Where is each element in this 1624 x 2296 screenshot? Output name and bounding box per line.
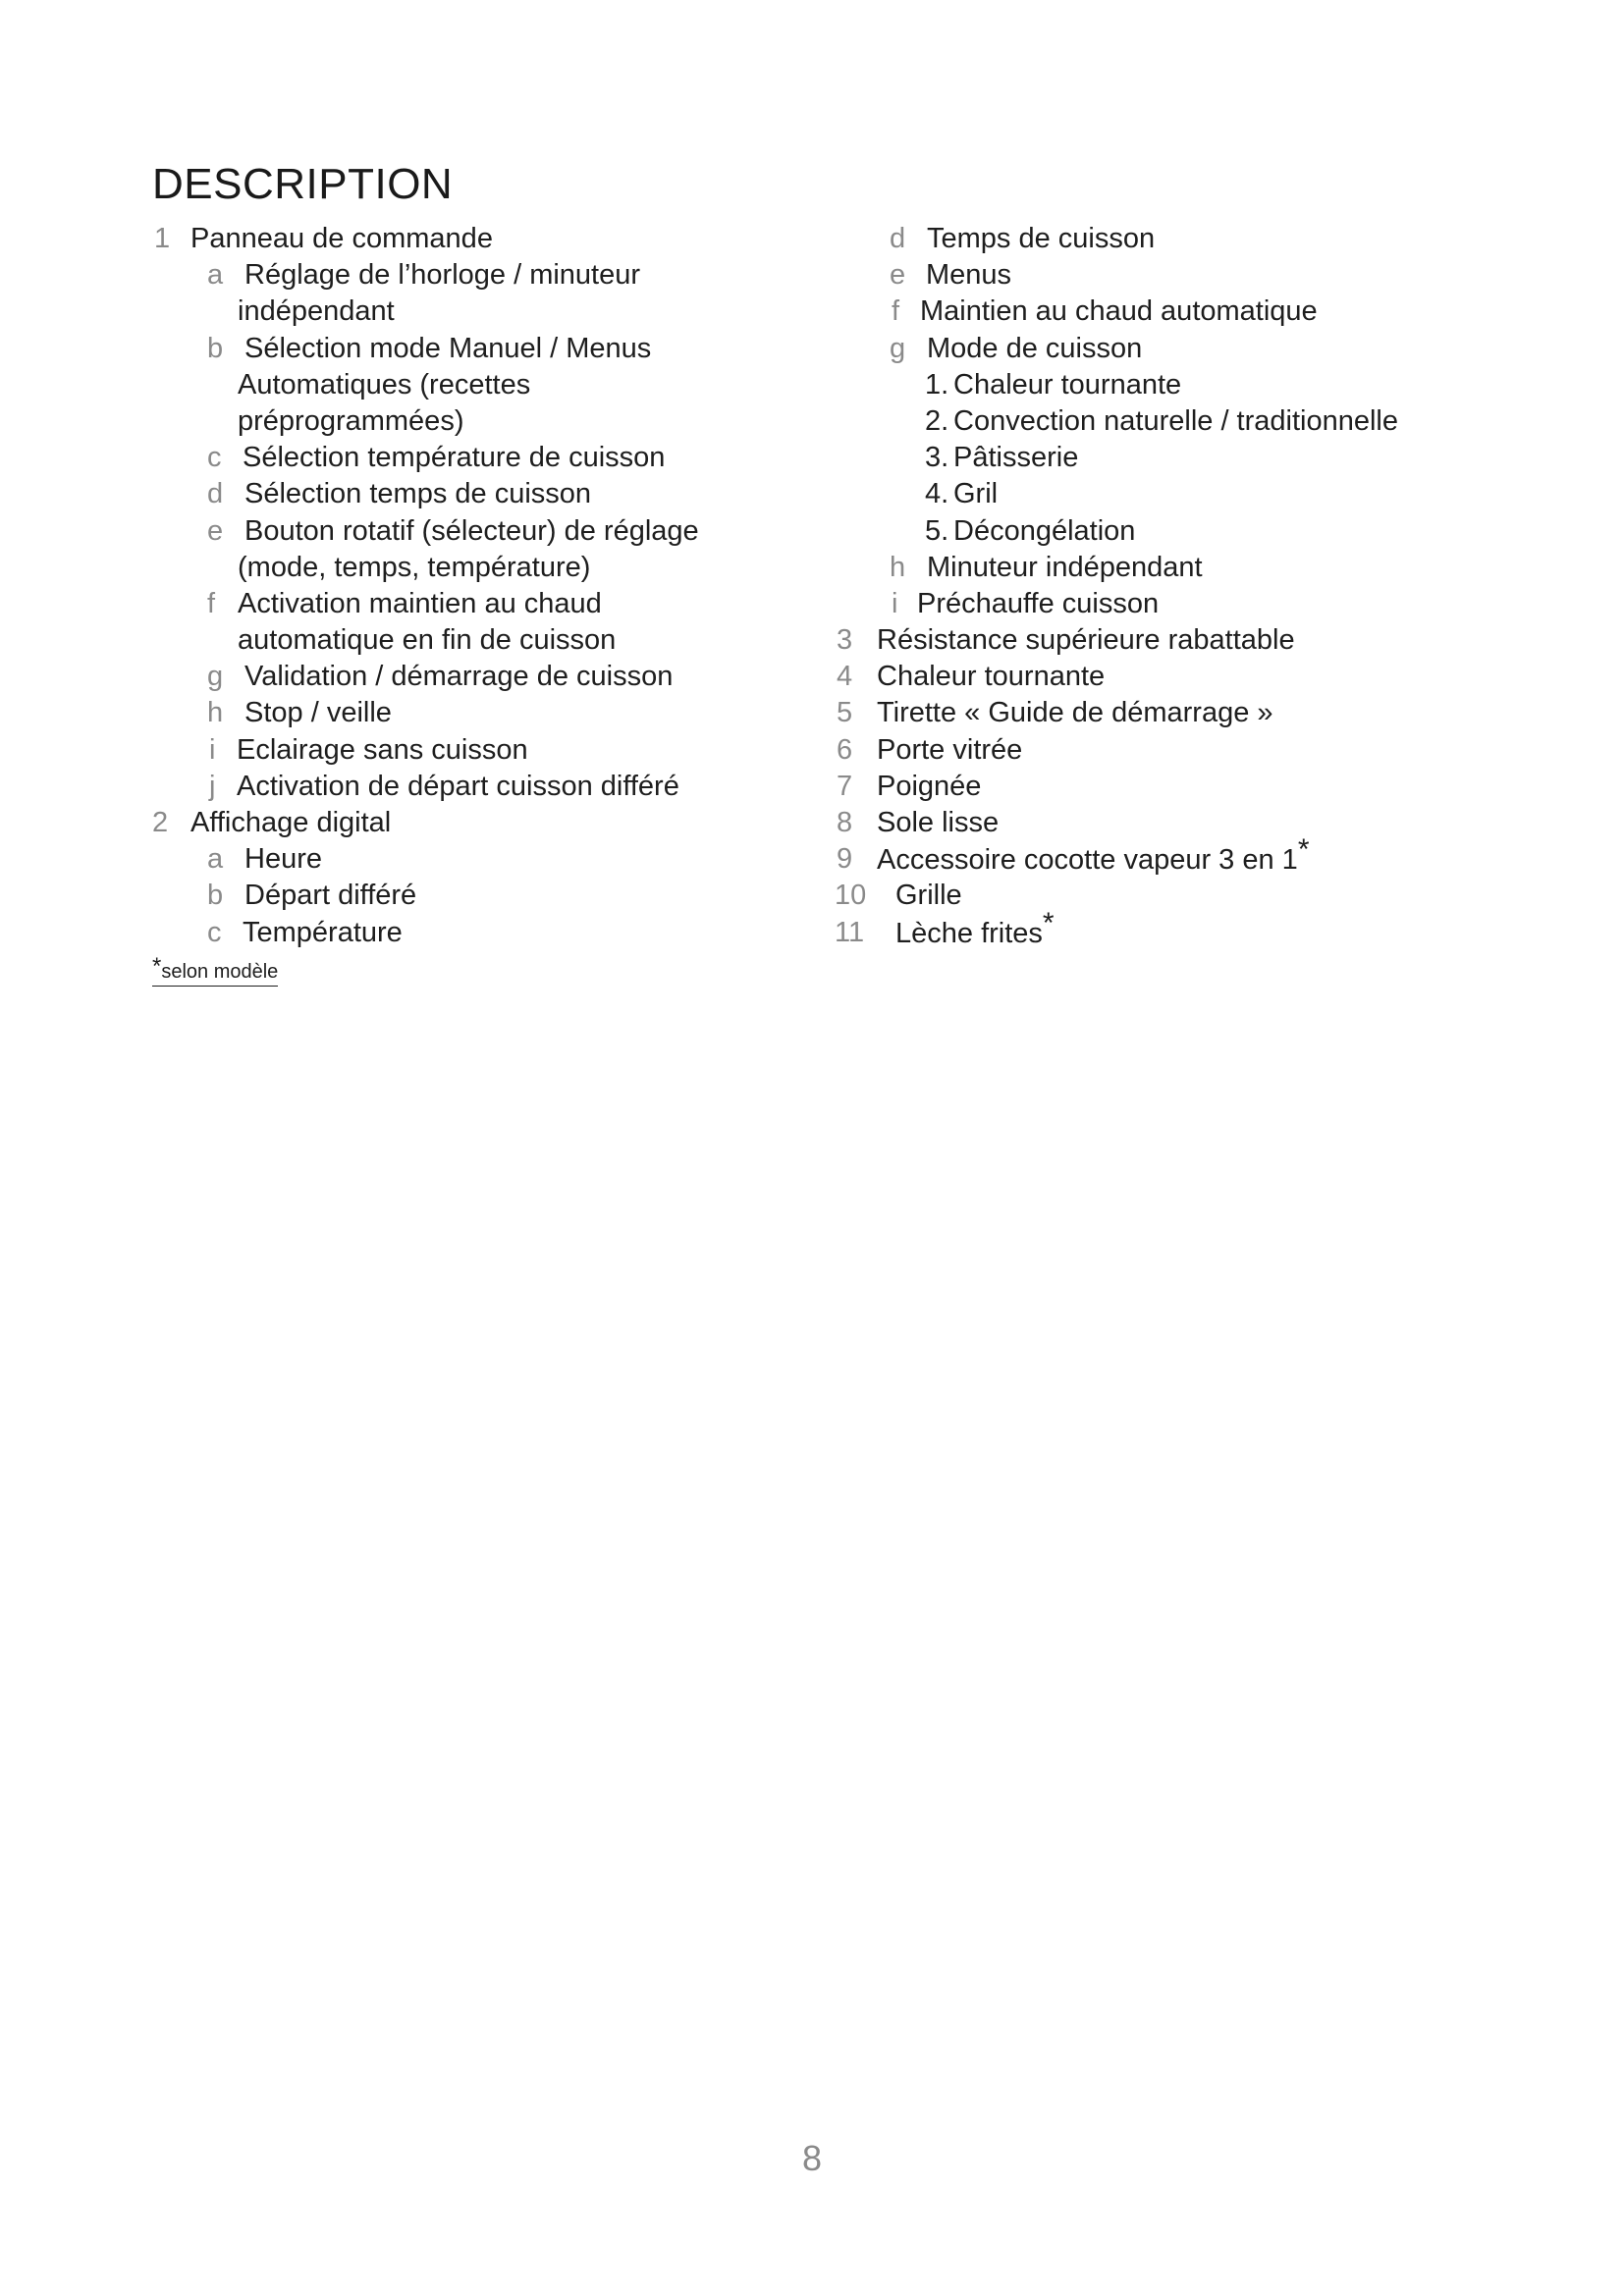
list-item (835, 659, 1522, 695)
list-item (152, 294, 781, 330)
item-text: Température (243, 916, 403, 948)
item-letter: e (890, 259, 906, 292)
item-number: 5. (925, 514, 949, 547)
item-text: Maintien au chaud automatique (920, 295, 1318, 328)
item-text: Activation de départ cuisson différé (237, 770, 679, 802)
list-item (835, 805, 1522, 841)
item-text: Eclairage sans cuisson (237, 733, 528, 766)
list-item (152, 805, 781, 841)
list-item (835, 403, 1522, 440)
list-item (835, 906, 1522, 951)
item-text: Minuteur indépendant (927, 551, 1203, 583)
item-text (895, 906, 1055, 952)
item-text: Départ différé (244, 880, 417, 912)
list-item (152, 695, 781, 731)
list-item (152, 440, 781, 476)
item-number: 10 (835, 880, 867, 912)
item-text: Sole lisse (877, 807, 1000, 838)
list-item (835, 769, 1522, 805)
list-item (152, 659, 781, 695)
item-text: Sélection temps de cuisson (244, 478, 592, 510)
item-text: Résistance supérieure rabattable (877, 624, 1295, 657)
list-item (835, 732, 1522, 769)
footnote-star: * (152, 953, 162, 980)
list-item (835, 476, 1522, 512)
item-number: 5 (837, 697, 853, 729)
item-letter: h (890, 551, 906, 583)
list-item (835, 878, 1522, 914)
footnote-text: selon modèle (161, 961, 279, 983)
item-text: Panneau de commande (190, 223, 493, 254)
item-letter: g (890, 332, 906, 364)
item-letter: d (890, 223, 906, 254)
item-text: Sélection mode Manuel / Menus (244, 332, 652, 364)
item-letter: e (207, 514, 224, 547)
item-letter: c (207, 916, 222, 948)
item-letter: i (209, 733, 216, 766)
item-letter: i (892, 587, 898, 619)
item-text: Chaleur tournante (877, 661, 1106, 693)
right-column (835, 221, 1522, 951)
item-number: 4 (837, 661, 853, 693)
list-item (152, 878, 781, 914)
item-letter: b (207, 332, 224, 364)
list-item (152, 367, 781, 403)
list-item (835, 586, 1522, 622)
item-letter: h (207, 697, 224, 729)
item-letter: b (207, 880, 224, 912)
list-item (152, 221, 781, 257)
list-item (835, 622, 1522, 659)
item-text: Porte vitrée (877, 733, 1023, 766)
item-letter: c (207, 442, 222, 474)
list-item (835, 513, 1522, 550)
item-text: Affichage digital (190, 807, 392, 838)
item-label: Accessoire cocotte vapeur 3 en 1 (877, 844, 1298, 877)
page-title: DESCRIPTION (152, 160, 454, 208)
list-item (835, 257, 1522, 294)
list-item (152, 257, 781, 294)
list-item (835, 833, 1522, 878)
list-item (835, 695, 1522, 731)
item-letter: j (209, 770, 216, 802)
item-text: Menus (926, 259, 1012, 292)
list-item (152, 915, 781, 951)
list-item (152, 622, 781, 659)
list-item (152, 586, 781, 622)
list-item (835, 331, 1522, 367)
item-number: 11 (835, 916, 865, 948)
item-text: Gril (953, 478, 999, 510)
list-item (152, 403, 781, 440)
item-letter: f (207, 587, 216, 619)
item-text: Décongélation (953, 514, 1136, 547)
item-number: 2. (925, 404, 949, 437)
item-number: 3. (925, 442, 949, 474)
item-text: Sélection température de cuisson (243, 442, 666, 474)
item-text: Réglage de l’horloge / minuteur (244, 259, 641, 292)
item-number: 9 (837, 843, 853, 876)
item-text: (mode, temps, température) (238, 551, 591, 583)
item-text: Poignée (877, 770, 982, 802)
asterisk-mark: * (1042, 906, 1055, 939)
item-text: Temps de cuisson (927, 223, 1156, 254)
list-item (152, 476, 781, 512)
left-column (152, 221, 781, 951)
item-number: 1 (154, 223, 171, 254)
item-text: Préchauffe cuisson (917, 587, 1160, 619)
list-item (835, 550, 1522, 586)
item-label: Lèche frites (895, 917, 1043, 949)
item-number: 4. (925, 478, 949, 510)
item-text: Validation / démarrage de cuisson (244, 661, 674, 693)
item-letter: d (207, 478, 224, 510)
item-number: 2 (152, 807, 169, 838)
item-text: Chaleur tournante (953, 368, 1182, 400)
item-text: Tirette « Guide de démarrage » (877, 697, 1273, 729)
item-letter: g (207, 661, 224, 693)
item-text: préprogrammées) (238, 404, 464, 437)
item-text: Stop / veille (244, 697, 392, 729)
item-text: Automatiques (recettes (238, 368, 531, 400)
item-text: Pâtisserie (953, 442, 1079, 474)
list-item (152, 550, 781, 586)
item-letter: a (207, 259, 224, 292)
item-letter: f (892, 295, 900, 328)
item-number: 7 (837, 770, 853, 802)
item-number: 1. (925, 368, 949, 400)
list-item (835, 367, 1522, 403)
list-item (152, 769, 781, 805)
item-text: Bouton rotatif (sélecteur) de réglage (244, 514, 699, 547)
item-number: 3 (837, 624, 853, 657)
item-number: 8 (837, 807, 853, 838)
list-item (152, 732, 781, 769)
list-item (152, 513, 781, 550)
item-text: Heure (244, 843, 322, 876)
list-item (152, 331, 781, 367)
list-item (835, 221, 1522, 257)
item-text (877, 833, 1310, 879)
item-text: Activation maintien au chaud (238, 587, 602, 619)
item-text: Convection naturelle / traditionnelle (953, 404, 1398, 437)
item-text: automatique en fin de cuisson (238, 624, 617, 657)
footnote (152, 953, 279, 987)
item-text: indépendant (238, 295, 395, 328)
asterisk-mark: * (1297, 833, 1310, 867)
list-item (835, 440, 1522, 476)
list-item (152, 841, 781, 878)
item-text: Mode de cuisson (927, 332, 1143, 364)
item-letter: a (207, 843, 224, 876)
page-number: 8 (801, 2138, 823, 2178)
list-item (835, 294, 1522, 330)
item-number: 6 (837, 733, 853, 766)
item-text: Grille (895, 880, 962, 912)
